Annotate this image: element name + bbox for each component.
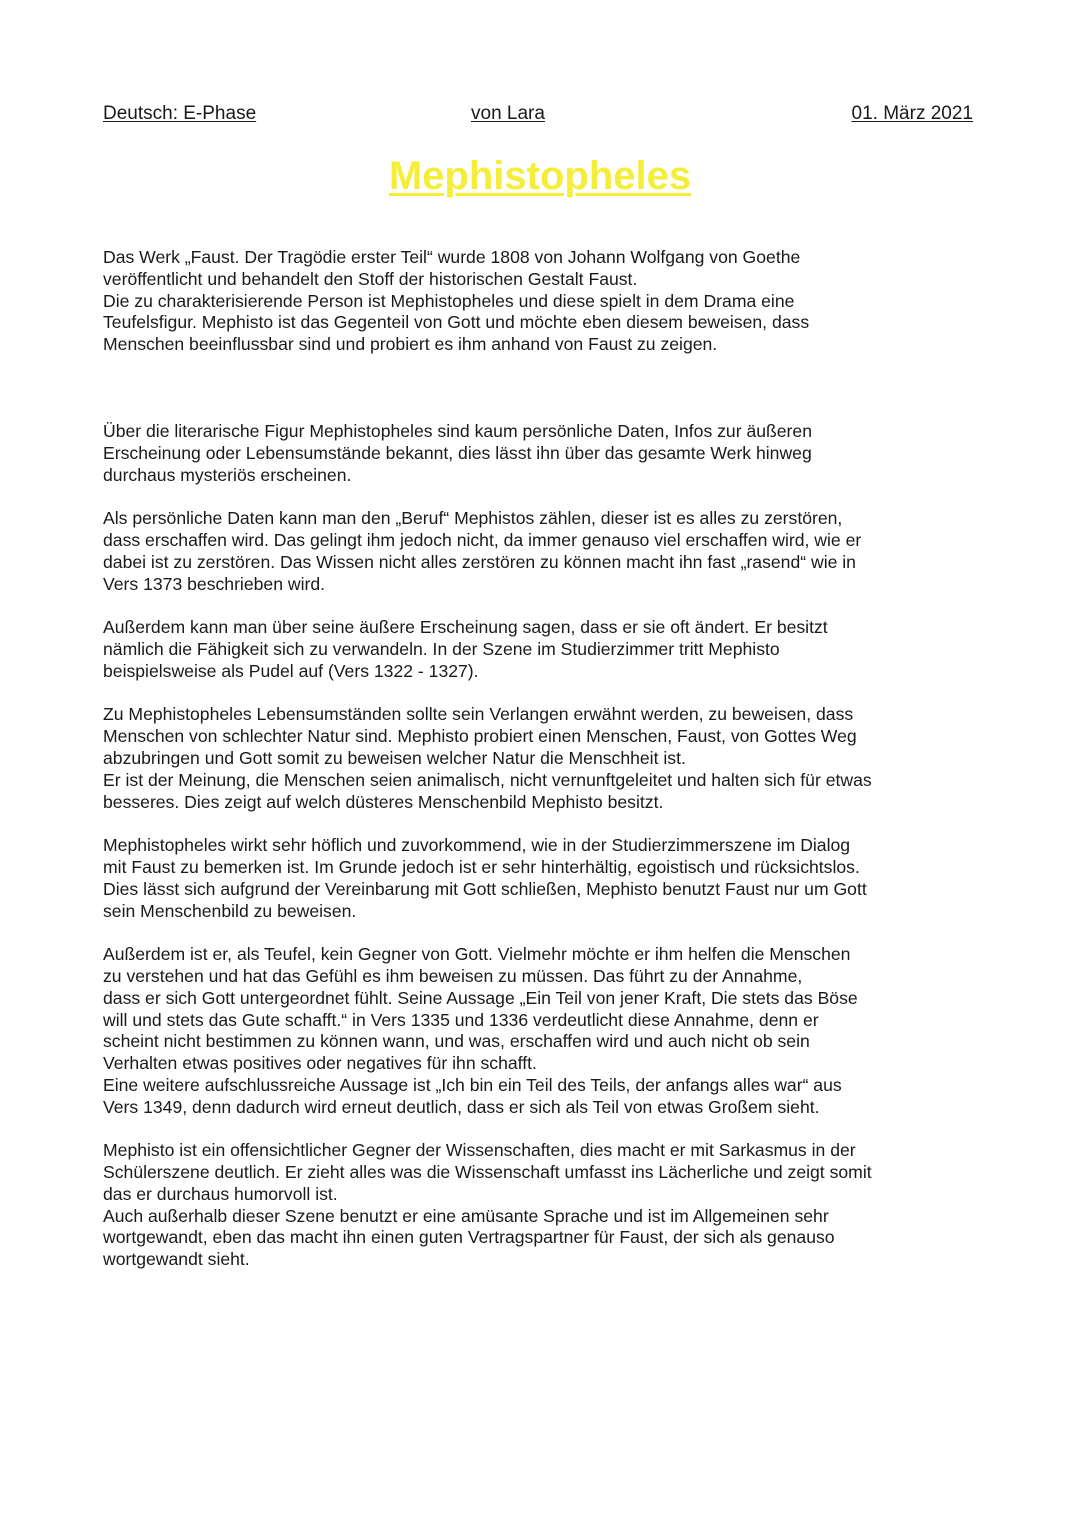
spacer [103, 683, 983, 705]
spacer [103, 356, 983, 421]
paragraph: Zu Mephistopheles Lebensumständen sollte sein Verlangen erwähnt werden, zu beweisen, dass Menschen von schlechter Natur sind. Mephisto probiert einen Menschen, Faust, von Gottes Weg abzubringen und Gott somit zu beweisen welcher Natur die Menschheit ist. Er ist der Meinung, die Menschen seien animalisch, nicht vernunftgeleitet und halten sich für etwas besseres. Dies zeigt auf welch düsteres Menschenbild Mephisto besitzt. [103, 704, 872, 812]
header-subject: Deutsch: E-Phase [103, 103, 257, 124]
paragraph: Mephistopheles wirkt sehr höflich und zuvorkommend, wie in der Studierzimmerszene im Dialog mit Faust zu bemerken ist. Im Grunde jedoch ist er sehr hinterhältig, egoistisch und rücksichtslos. Dies lässt sich aufgrund der Vereinbarung mit Gott schließen, Mephisto benutzt Faust nur um Gott sein Menschenbild zu beweisen. [103, 835, 867, 921]
header-date: 01. März 2021 [851, 103, 973, 124]
paragraph: Über die literarische Figur Mephistopheles sind kaum persönliche Daten, Infos zur äußeren Erscheinung oder Lebensumstände bekannt, dies lässt ihn über das gesamte Werk hinweg durchaus mysteriös erscheinen. [103, 420, 812, 485]
spacer [103, 486, 983, 508]
document-body [103, 247, 983, 1271]
header-author: von Lara [471, 103, 545, 124]
paragraph: Außerdem ist er, als Teufel, kein Gegner von Gott. Vielmehr möchte er ihm helfen die Menschen zu verstehen und hat das Gefühl es ihm beweisen zu müssen. Das führt zu der Annahme, dass er sich Gott untergeordnet fühlt. Seine Aussage „Ein Teil von jener Kraft, Die stets das Böse will und stets das Gute schafft.“ in Vers 1335 und 1336 verdeutlicht diese Annahme, denn er scheint nicht bestimmen zu können wann, und was, erschaffen wird und auch nicht ob sein Verhalten etwas positives oder negatives für ihn schafft. Eine weitere aufschlussreiche Aussage ist „Ich bin ein Teil des Teils, der anfangs alles war“ aus Vers 1349, denn dadurch wird erneut deutlich, dass er sich als Teil von etwas Großem sieht. [103, 944, 858, 1117]
paragraph: Als persönliche Daten kann man den „Beruf“ Mephistos zählen, dieser ist es alles zu zerstören, dass erschaffen wird. Das gelingt ihm jedoch nicht, da immer genauso viel erschaffen wird, wie er dabei ist zu zerstören. Das Wissen nicht alles zerstören zu können macht ihn fast „rasend“ wie in Vers 1373 beschrieben wird. [103, 508, 862, 594]
spacer [103, 922, 983, 944]
spacer [103, 595, 983, 617]
spacer [103, 813, 983, 835]
document-title: Mephistopheles [388, 154, 692, 198]
spacer [103, 1118, 983, 1140]
paragraph: Außerdem kann man über seine äußere Erscheinung sagen, dass er sie oft ändert. Er besitzt nämlich die Fähigkeit sich zu verwandeln. In der Szene im Studierzimmer tritt Mephisto beispielsweise als Pudel auf (Vers 1322 - 1327). [103, 617, 828, 681]
page-header [103, 103, 973, 131]
paragraph-intro: Das Werk „Faust. Der Tragödie erster Teil“ wurde 1808 von Johann Wolfgang von Goethe veröffentlicht und behandelt den Stoff der historischen Gestalt Faust. Die zu charakterisierende Person ist Mephistopheles und diese spielt in dem Drama eine Teufelsfigur. Mephisto ist das Gegenteil von Gott und möchte eben diesem beweisen, dass Menschen beeinflussbar sind und probiert es ihm anhand von Faust zu zeigen. [103, 247, 810, 355]
paragraph: Mephisto ist ein offensichtlicher Gegner der Wissenschaften, dies macht er mit Sarkasmus in der Schülerszene deutlich. Er zieht alles was die Wissenschaft umfasst ins Lächerliche und zeigt somit das er durchaus humorvoll ist. Auch außerhalb dieser Szene benutzt er eine amüsante Sprache und ist im Allgemeinen sehr wortgewandt, eben das macht ihn einen guten Vertragspartner für Faust, der sich als genauso wortgewandt sieht. [103, 1140, 872, 1270]
